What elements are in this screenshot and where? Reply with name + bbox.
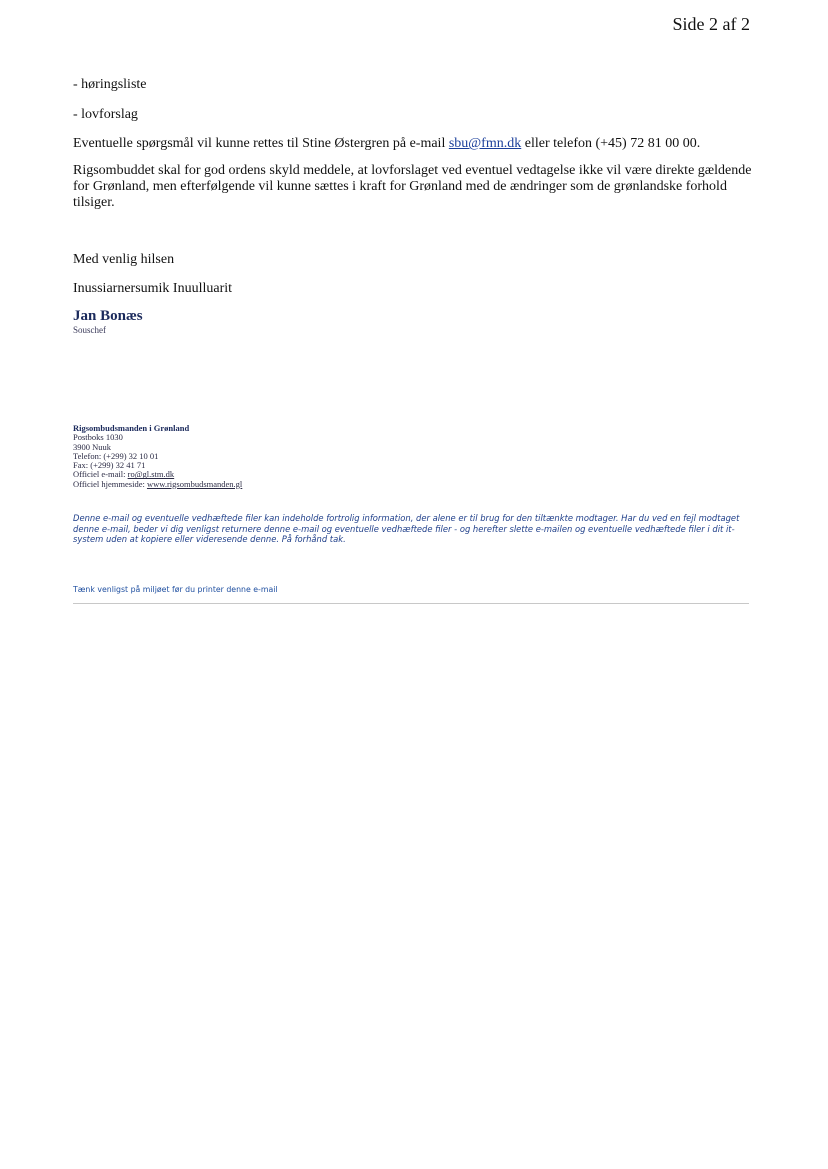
organization-greeting: Inussiarnersumik Inuulluarit xyxy=(73,281,233,296)
divider xyxy=(73,603,749,604)
contact-block xyxy=(73,424,242,489)
contact-email-link[interactable]: sbu@fmn.dk xyxy=(448,136,522,151)
questions-paragraph xyxy=(73,136,753,152)
questions-text-after: eller telefon (+45) 72 81 00 00. xyxy=(521,136,701,151)
signature-name: Jan Bonæs xyxy=(73,308,143,324)
official-email-link[interactable]: ro@gl.stm.dk xyxy=(127,469,175,480)
letter-body xyxy=(73,76,753,335)
questions-text-before: Eventuelle spørgsmål vil kunne rettes til Stine Østergren på e-mail xyxy=(73,136,449,151)
notice-paragraph: Rigsombuddet skal for god ordens skyld meddele, at lovforslaget ved eventuel vedtagelse ikke vil være direkte gældende for Grønland, men efterfølgende vil kunne sættes i kraft for Grønland med de ændringer som de grønlandske forhold tilsiger. xyxy=(73,163,752,210)
signature-title: Souschef xyxy=(73,325,106,335)
list-item: - lovforslag xyxy=(73,107,138,122)
environment-note: Tænk venligst på miljøet før du printer denne e-mail xyxy=(73,585,278,594)
contact-fax: Fax: (+299) 32 41 71 xyxy=(73,460,146,471)
list-item: - høringsliste xyxy=(73,77,147,92)
contact-web-row xyxy=(73,480,242,489)
confidentiality-disclaimer: Denne e-mail og eventuelle vedhæftede filer kan indeholde fortrolig information, der alene er til brug for den tiltænkte modtager. Har du ved en fejl modtaget denne e-mail, beder vi dig venligst returnere denne e-mail og eventuelle vedhæftede filer - og herefter slette e-mailen og eventuelle vedhæftede filer i dit it-system uden at kopiere eller videresende denne. På forhånd tak. xyxy=(73,513,740,544)
contact-web-label: Officiel hjemmeside: xyxy=(73,478,147,489)
greeting: Med venlig hilsen xyxy=(73,252,175,267)
contact-email-label: Officiel e-mail: xyxy=(73,469,128,480)
contact-postbox: Postboks 1030 xyxy=(73,432,123,443)
official-website-link[interactable]: www.rigsombudsmanden.gl xyxy=(146,478,243,489)
contact-phone: Telefon: (+299) 32 10 01 xyxy=(73,450,159,461)
page-number: Side 2 af 2 xyxy=(672,14,750,34)
contact-org: Rigsombudsmanden i Grønland xyxy=(73,423,190,433)
contact-city: 3900 Nuuk xyxy=(73,441,112,452)
